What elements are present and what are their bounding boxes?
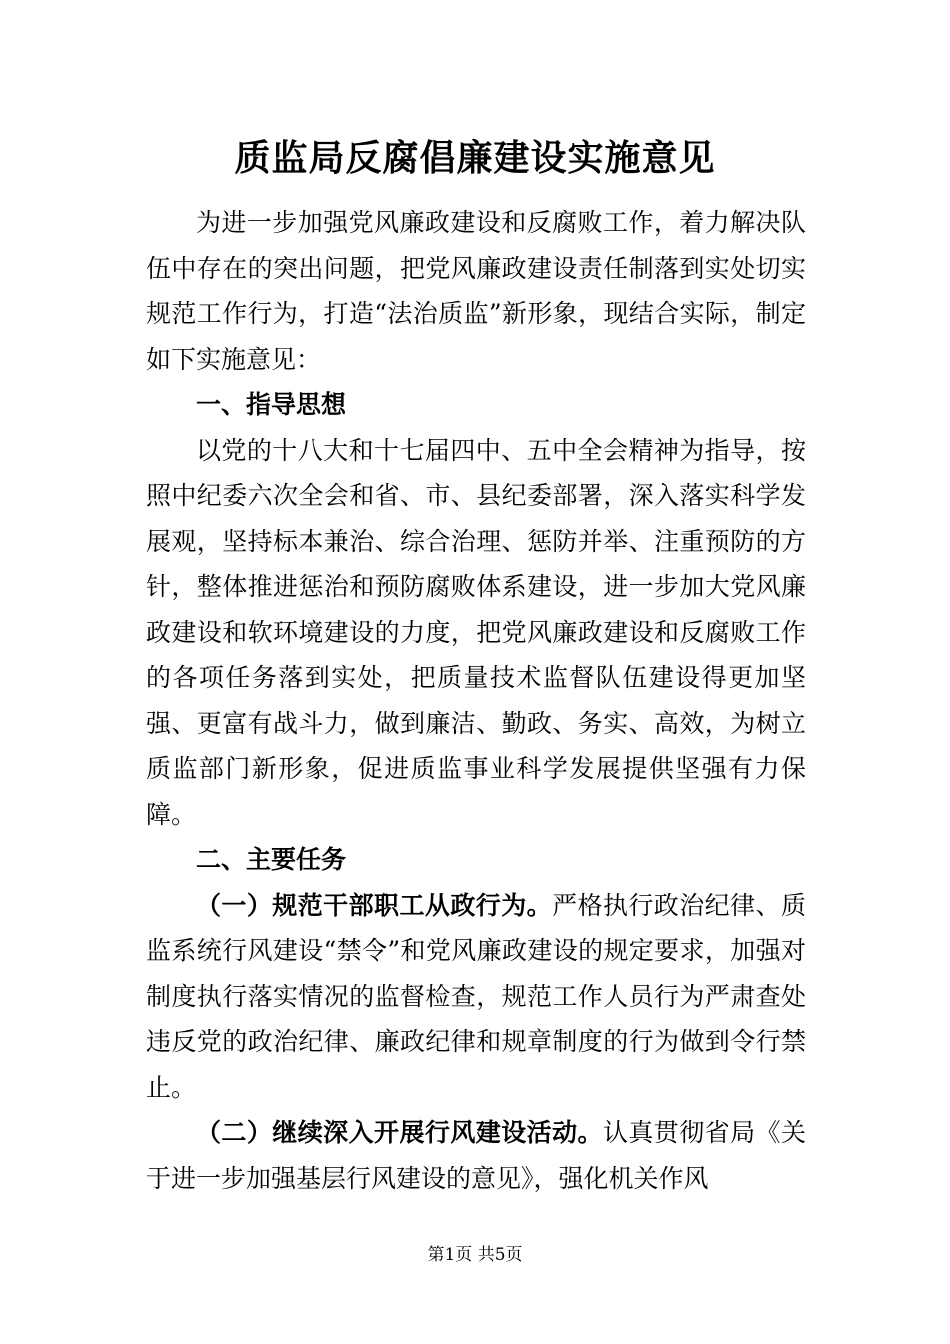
section-heading-guiding-thought: 一、指导思想 [196, 390, 347, 419]
task-1-paragraph [146, 883, 806, 1111]
page-footer: 第1页 共5页 [427, 1245, 523, 1265]
section-heading-main-tasks: 二、主要任务 [196, 845, 347, 874]
task-1-text: 严格执行政治纪律、质监系统行风建设“禁令”和党风廉政建设的规定要求，加强对制度执行落实情况的监督检查，规范工作人员行为严肃查处违反党的政治纪律、廉政纪律和规章制度的行为做到令行禁止。 [146, 890, 806, 1102]
document-body [146, 200, 806, 1201]
guiding-thought-paragraph: 以党的十八大和十七届四中、五中全会精神为指导，按照中纪委六次全会和省、市、县纪委部署，深入落实科学发展观，坚持标本兼治、综合治理、惩防并举、注重预防的方针，整体推进惩治和预防腐败体系建设，进一步加大党风廉政建设和软环境建设的力度，把党风廉政建设和反腐败工作的各项任务落到实处，把质量技术监督队伍建设得更加坚强、更富有战斗力，做到廉洁、勤政、务实、高效，为树立质监部门新形象，促进质监事业科学发展提供坚强有力保障。 [146, 435, 806, 829]
task-2-heading: （二）继续深入开展行风建设活动。 [196, 1118, 603, 1147]
document-title: 质监局反腐倡廉建设实施意见 [234, 137, 716, 179]
task-2-paragraph [146, 1110, 806, 1201]
task-1-heading: （一）规范干部职工从政行为。 [196, 890, 553, 920]
task-2-text: 认真贯彻省局《关于进一步加强基层行风建设的意见》，强化机关作风 [146, 1118, 806, 1193]
intro-paragraph: 为进一步加强党风廉政建设和反腐败工作，着力解决队伍中存在的突出问题，把党风廉政建设责任制落到实处切实规范工作行为，打造“法治质监”新形象，现结合实际，制定如下实施意见： [146, 208, 806, 374]
